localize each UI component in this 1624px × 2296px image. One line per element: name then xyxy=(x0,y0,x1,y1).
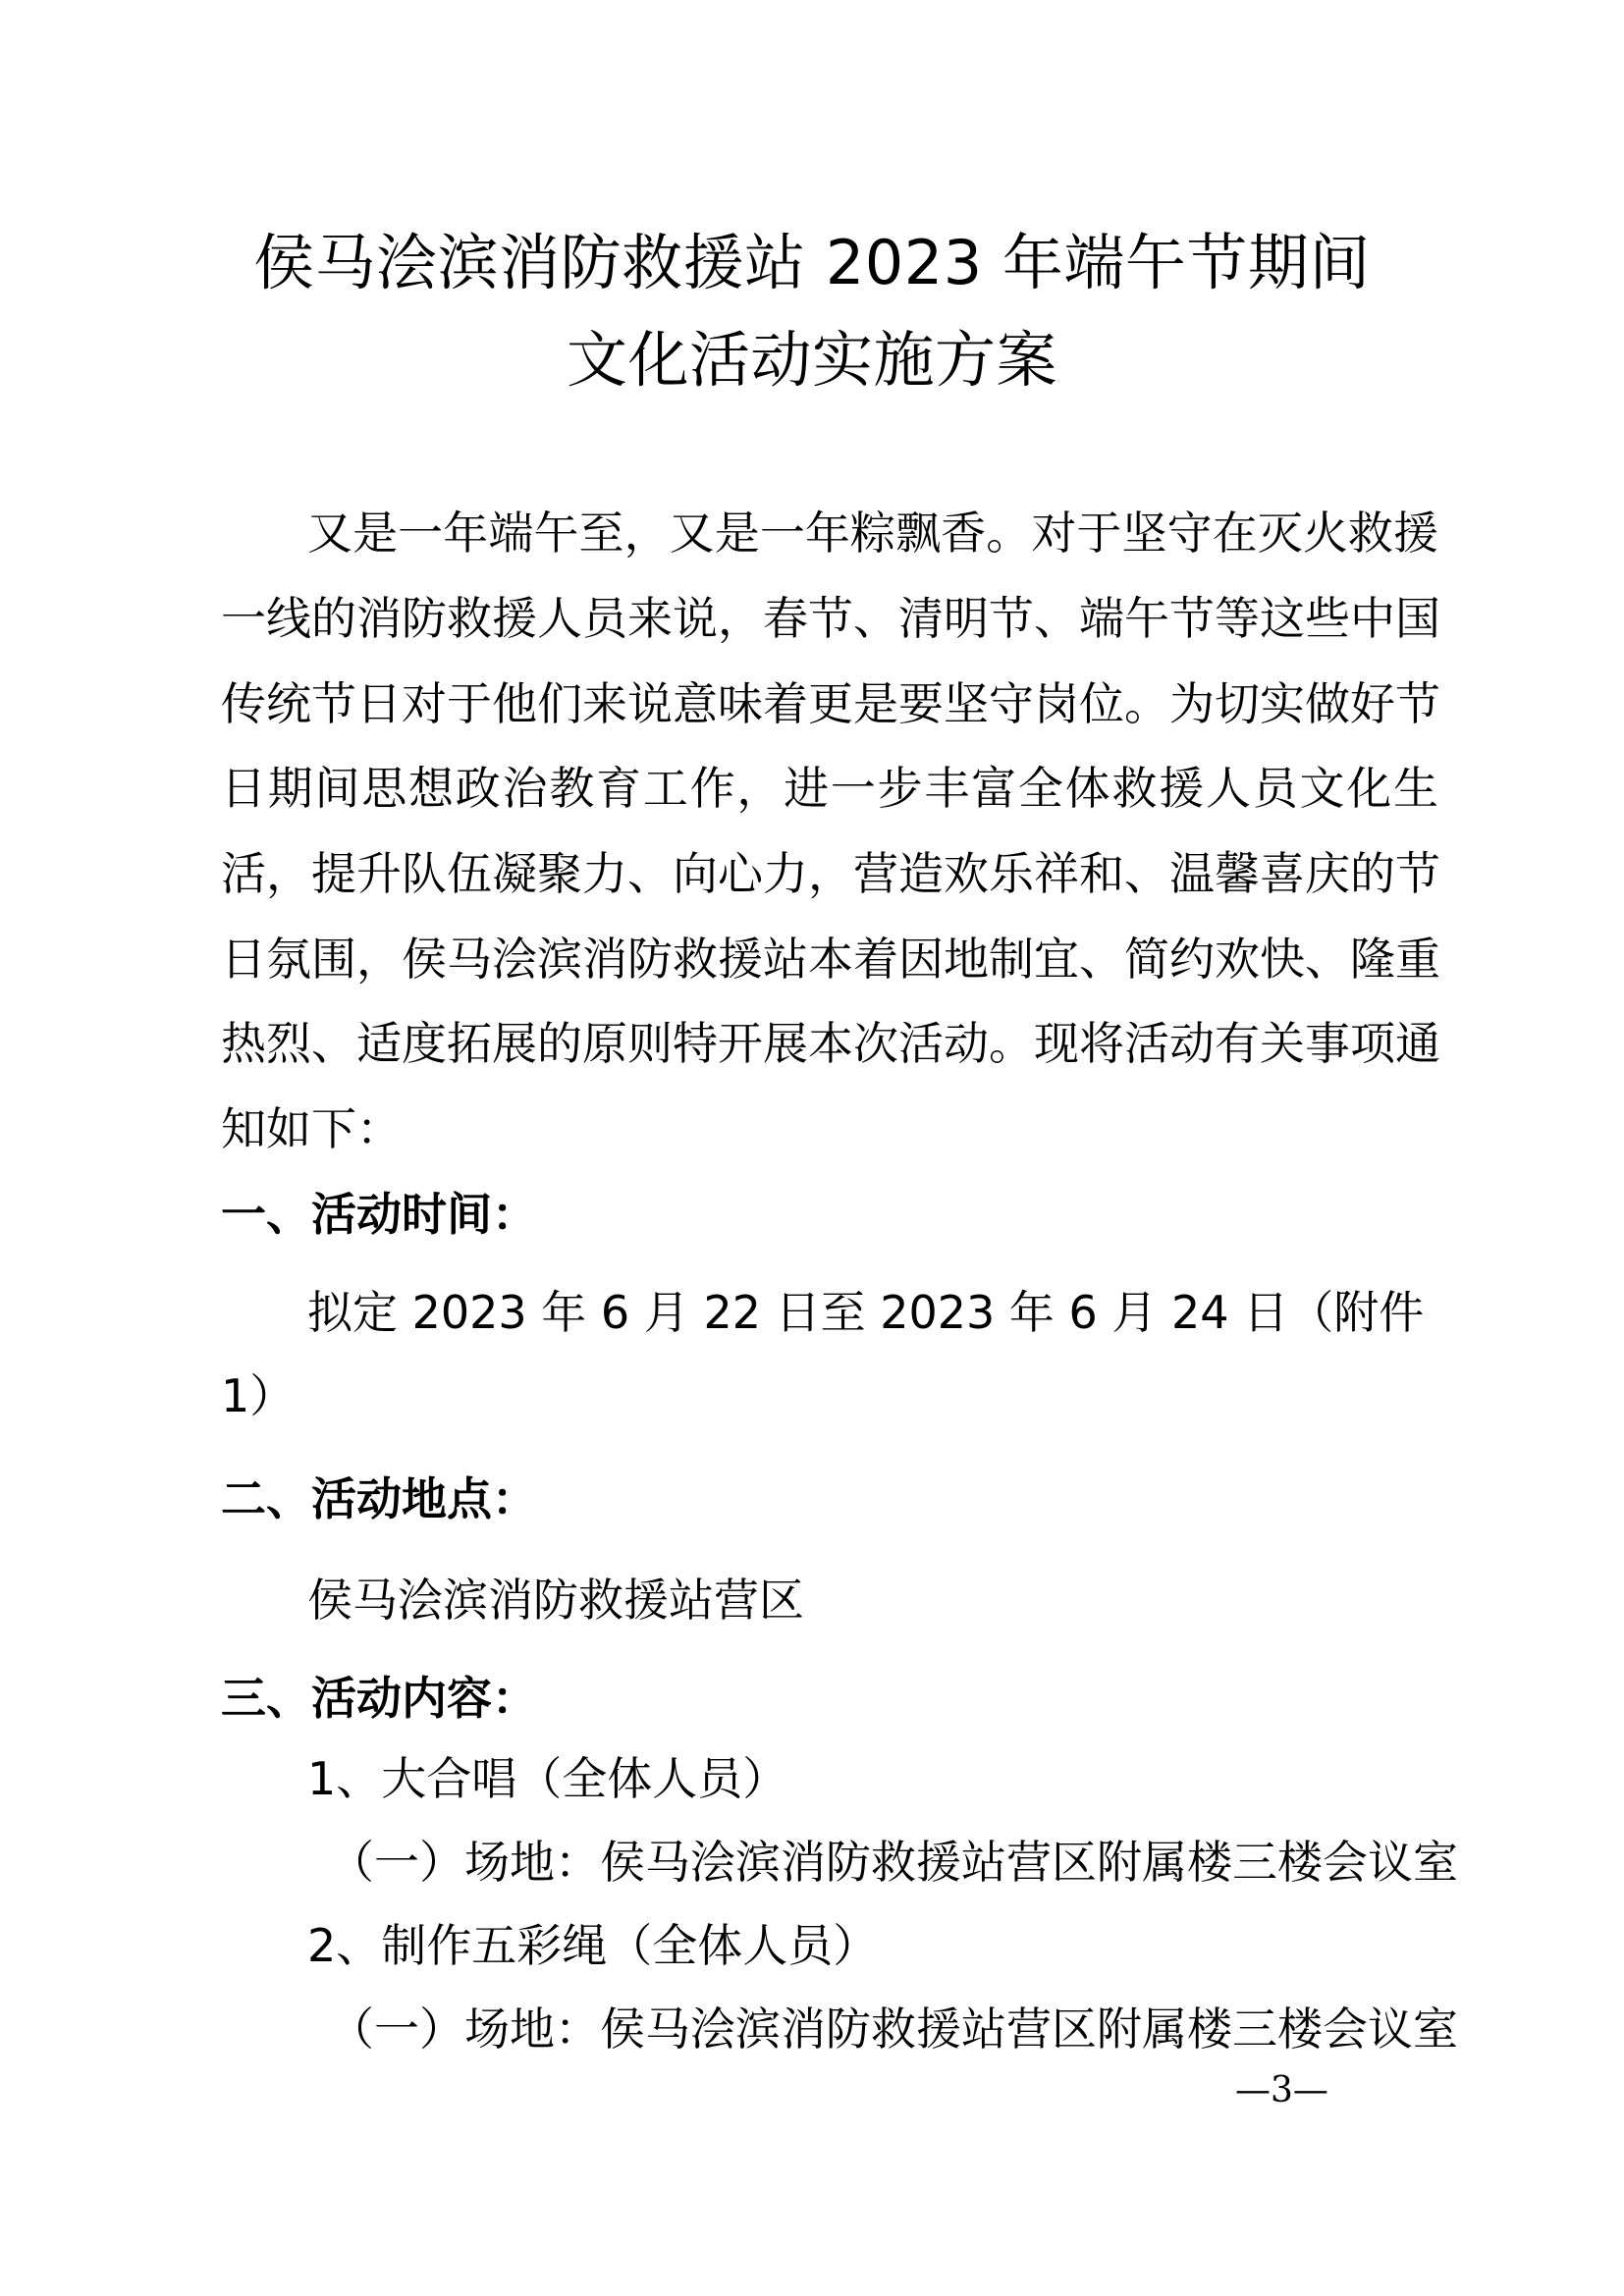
section-heading-location: 二、活动地点： xyxy=(221,1472,537,1525)
intro-paragraph-line: 一线的消防救援人员来说，春节、清明节、端午节等这些中国 xyxy=(221,592,1440,645)
activity-venue: （一）场地：侯马浍滨消防救援站营区附属楼三楼会议室 xyxy=(329,2002,1458,2056)
document-title-line-2: 文化活动实施方案 xyxy=(566,324,1057,396)
section-location-line: 侯马浍滨消防救援站营区 xyxy=(307,1574,804,1627)
page-number: —3— xyxy=(1235,2070,1328,2110)
intro-paragraph-line: 日氛围，侯马浍滨消防救援站本着因地制宜、简约欢快、隆重 xyxy=(221,933,1440,986)
document-title-line-1: 侯马浍滨消防救援站 2023 年端午节期间 xyxy=(253,227,1371,298)
intro-paragraph-line: 知如下： xyxy=(221,1102,402,1155)
intro-paragraph-line: 热烈、适度拓展的原则特开展本次活动。现将活动有关事项通 xyxy=(221,1017,1440,1070)
activity-venue: （一）场地：侯马浍滨消防救援站营区附属楼三楼会议室 xyxy=(329,1836,1458,1889)
intro-paragraph-line: 传统节日对于他们来说意味着更是要坚守岗位。为切实做好节 xyxy=(221,677,1440,730)
intro-paragraph-line: 日期间思想政治教育工作，进一步丰富全体救援人员文化生 xyxy=(221,762,1438,815)
section-time-line: 1） xyxy=(221,1369,296,1422)
intro-paragraph-line: 活，提升队伍凝聚力、向心力，营造欢乐祥和、温馨喜庆的节 xyxy=(221,847,1440,900)
intro-paragraph-line: 又是一年端午至，又是一年粽飘香。对于坚守在灭火救援 xyxy=(307,507,1438,560)
section-heading-content: 三、活动内容： xyxy=(221,1672,537,1725)
section-heading-time: 一、活动时间： xyxy=(221,1188,537,1241)
activity-item: 2、制作五彩绳（全体人员） xyxy=(307,1919,879,1972)
section-time-line: 拟定 2023 年 6 月 22 日至 2023 年 6 月 24 日（附件 xyxy=(307,1286,1425,1339)
activity-item: 1、大合唱（全体人员） xyxy=(307,1752,788,1805)
